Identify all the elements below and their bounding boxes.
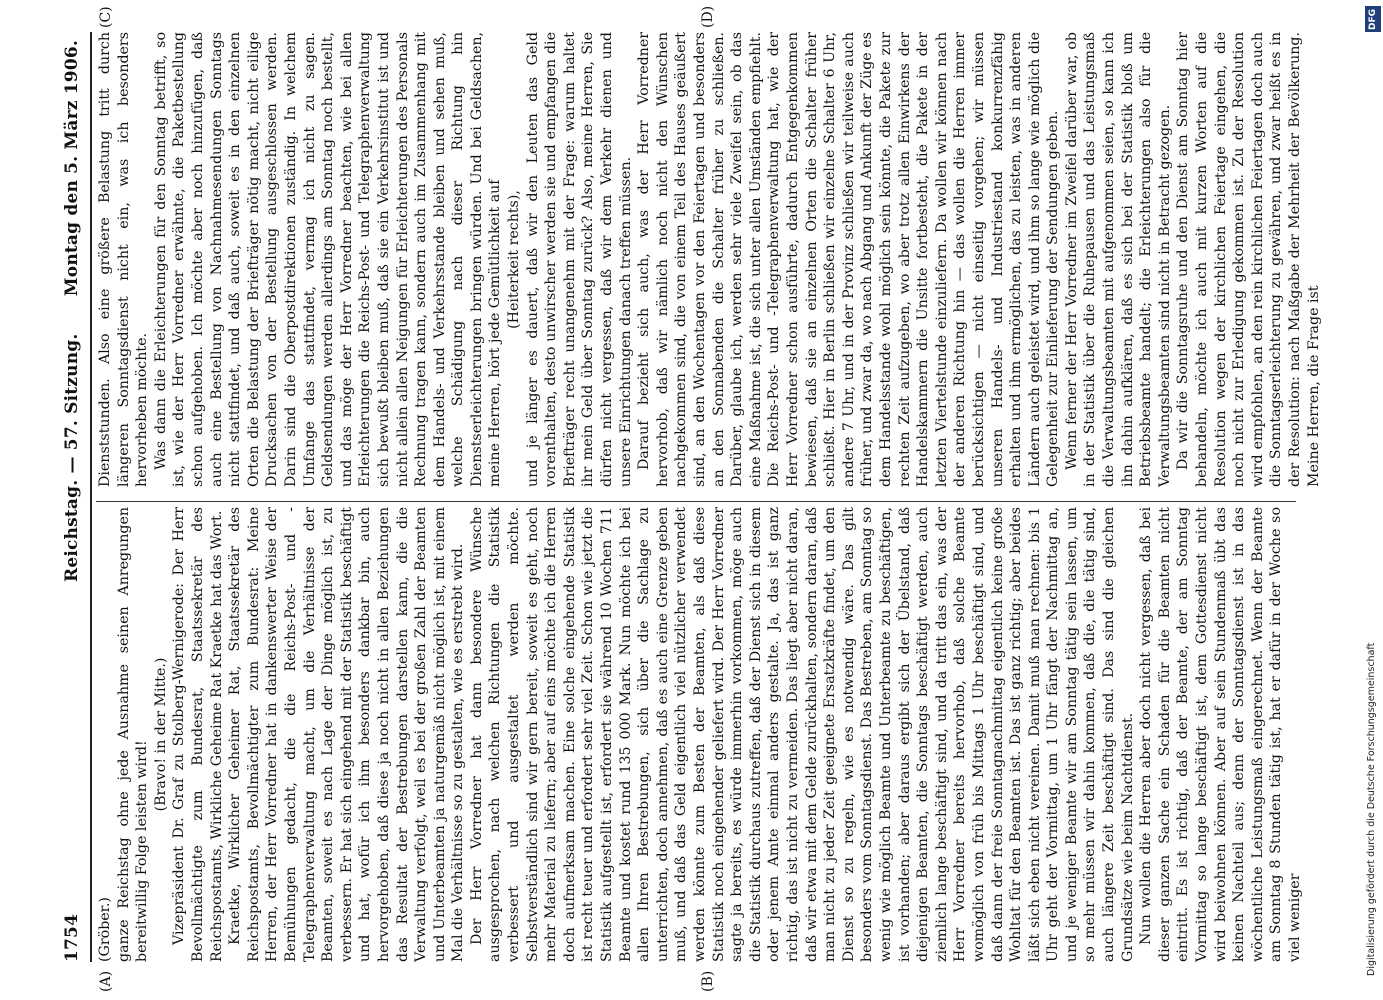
header-rule [90,32,92,962]
speaker-tag: (Gröber.) [97,897,113,962]
paragraph: ganze Reichstag ohne jede Ausnahme seinen Anregungen bereitwillig Folge leisten wird! [115,507,151,962]
paragraph: Vizepräsident Dr. Graf zu Stolberg-Wernigerode: Der Herr Bevollmächtigte zum Bundesrat, Staatssekretär des Reichspostamts, Wirkliche Geheime Rat Kraetke hat das Wort. [171,507,225,962]
paragraph: Kraetke, Wirklicher Geheimer Rat, Staatssekretär des Reichspostamts, Bevollmächtigter zum Bundesrat: Meine Herren, der Herr Vorredner hat in dankenswerter Weise der Bemühungen gedacht, die die Reichs-Post- und -Telegraphenverwaltung macht, um die Verhältnisse der Beamten, soweit es nach Lage der Dinge möglich ist, zu verbessern. Er hat sich eingehend mit der Statistik beschäftigt und hat, wofür ich ihm besonders dankbar bin, auch hervorgehoben, daß diese ja noch nicht in allen Beziehungen das Resultat der Bestrebungen darstellen kann, die die Verwaltung verfolgt, weil es bei der großen Zahl der Beamten und Unterbeamten ja naturgemäß nicht möglich ist, mit einem Mal die Verhältnisse so zu gestalten, wie es erstrebt wird. [227,507,467,962]
paragraph: und je länger es dauert, daß wir den Leuten das Geld vorenthalten, desto unwirscher werden sie und empfangen die Briefträger recht unangenehm mit der Frage: warum haltet ihr mein Geld über Sonntag zurück? Also, meine Herren, Sie dürfen nicht vergessen, daß wir dem Verkehr dienen und unsere Einrichtungen danach treffen müssen. [524,32,634,487]
left-column [96,507,1305,962]
page-number: 1754 [62,913,82,962]
session-date: Montag den 5. März 1906. [62,40,82,297]
paragraph: Was dann die Erleichterungen für den Sonntag betrifft, so ist, wie der Herr Vorredner erwähnte, die Paketbestellung schon aufgehoben. Ich möchte aber noch hinzufügen, daß auch eine Bestellung von Nachnahmesendungen Sonntags nicht stattfindet, und daß auch, soweit es in den einzelnen Orten die Belastung der Briefträger nötig macht, nicht eilige Drucksachen von der Bestellung ausgeschlossen werden. Darin sind die Oberpostdirektionen zuständig. In welchem Umfange das stattfindet, vermag ich nicht zu sagen. Geldsendungen werden allerdings am Sonntag noch bestellt, und das möge der Herr Vorredner beachten, wie bei allen Erleichterungen die Reichs-Post- und Telegraphenverwaltung sich bewußt bleiben muß, daß sie ein Verkehrsinstitut ist und nicht allein allen Neigungen für Erleichterungen des Personals Rechnung tragen kann, sondern auch im Zusammenhang mit dem Handels- und Verkehrsstande bleiben und sehen muß, welche Schädigung nach dieser Richtung hin Dienstserleichterungen bringen würden. Und bei Geldsachen, meine Herren, hört jede Gemütlichkeit auf [152,32,504,487]
digitization-credit: Digitalisierung gefördert durch die Deutsche Forschungsgemeinschaft [1366,642,1377,976]
margin-letter-d: (D) [700,5,716,28]
right-column [96,32,1323,487]
paragraph: Nun wollen die Herren aber doch nicht vergessen, daß bei dieser ganzen Sache ein Schaden für die Beamten nicht eintritt. Es ist richtig, daß der Beamte, der am Sonntag Vormittag so lange beschäftigt ist, dem Gottesdienst nicht wird beiwohnen können. Aber auf sein Stundenmaß übt das keinen Nachteil aus; denn der Sonntagsdienst ist in das wöchentliche Leistungsmaß eingerechnet. Wenn der Beamte am Sonntag 8 Stunden tätig ist, hat er dafür in der Woche so viel weniger [1138,507,1303,962]
interjection: (Heiterkeit rechts), [506,190,523,329]
interjection: (Bravo! in der Mitte.) [152,657,169,812]
margin-letter-a: (A) [98,970,114,992]
margin-letter-c: (C) [98,6,114,28]
page-header [58,32,88,962]
session-title: Reichstag. — 57. Sitzung. [62,333,82,582]
paragraph: Der Herr Vorredner hat dann besondere Wünsche ausgesprochen, nach welchen Richtungen die Statistik verbessert und ausgestaltet werden möchte. Selbstverständlich sind wir gern bereit, soweit es geht, noch mehr Material zu liefern; aber auf eins möchte ich die Herren doch aufmerksam machen. Eine solche eingehende Statistik ist recht teuer und erfordert sehr viel Zeit. Schon wie jetzt die Statistik aufgestellt ist, erfordert sie während 10 Wochen 711 Beamte und kostet rund 135 000 Mark. Nun möchte ich bei allen Ihren Bestrebungen, sich über die Sachlage zu unterrichten, doch annehmen, daß es auch eine Grenze geben muß, und daß das Geld eigentlich viel nützlicher verwendet werden könnte zum Besten der Beamten, als daß diese Statistik noch eingehender geliefert wird. Der Herr Vorredner sagte ja bereits, es würde immerhin vorkommen, möge auch die Statistik durchaus zutreffen, daß der Dienst sich in diesem oder jenem Amte einmal anders gestalte. Ja, das ist ganz richtig, das ist nicht zu vermeiden. Das liegt aber nicht daran, daß wir etwa mit dem Gelde zurückhalten, sondern daran, daß man nicht zu jeder Zeit geeignete Ersatzkräfte findet, um den Dienst so zu regeln, wie es notwendig wäre. Das gilt besonders vom Sonntagsdienst. Das Bestreben, am Sonntag so wenig wie möglich Beamte und Unterbeamte zu beschäftigen, ist vorhanden; aber daraus ergibt sich der Übelstand, daß diejenigen Beamten, die Sonntags beschäftigt werden, auch ziemlich lange beschäftigt sind, und da tritt das ein, was der Herr Vorredner bereits hervorhob, daß solche Beamte womöglich von früh bis Mittags 1 Uhr beschäftigt sind, und daß dann der freie Sonntagnachmittag eigentlich keine große Wohltat für den Beamten ist. Das ist ganz richtig; aber beides läßt sich eben nicht vereinen. Damit muß man rechnen: bis 1 Uhr geht der Vormittag, um 1 Uhr fängt der Nachmittag an, und je weniger Beamte wir am Sonntag tätig sein lassen, um so mehr müssen wir dahin kommen, daß die, die tätig sind, auch längere Zeit beschäftigt sind. Das sind die gleichen Grundsätze wie beim Nachtdienst. [468,507,1136,962]
paragraph: Dienststunden. Also eine größere Belastung tritt durch längeren Sonntagsdienst nicht ein, was ich besonders hervorheben möchte. [97,32,151,487]
dfg-logo: DFG [1365,6,1381,32]
paragraph: Darauf bezieht sich auch, was der Herr Vorredner hervorhob, daß wir nämlich noch nicht den Wünschen nachgekommen sind, die von einem Teil des Hauses geäußert sind, an den Wochentagen vor den Feiertagen und besonders an den Sonnabenden die Schalter früher zu schließen. Darüber, glaube ich, werden sehr viele Zweifel sein, ob das eine Maßnahme ist, die sich unter allen Umständen empfiehlt. Die Reichs-Post- und -Telegraphenverwaltung hat, wie der Herr Vorredner schon ausführte, dadurch Entgegenkommen bewiesen, daß sie an einzelnen Orten die Schalter früher schließt. Hier in Berlin schließen wir einzelne Schalter 6 Uhr, andere 7 Uhr, und in der Provinz schließen wir teilweise auch früher, und zwar da, wo nach Abgang und Ankunft der Züge es dem Handelsstande wohl möglich sein könnte, die Pakete zur rechten Zeit aufzugeben, wo aber trotz allen Einwirkens der Handelskammern die Unsitte fortbesteht, die Pakete in der letzten Viertelstunde einzuliefern. Da wollen wir können nach der anderen Richtung hin — das wollen die Herren immer berücksichtigen — nicht einseitig vorgehen; wir müssen unseren Handels- und Industriestand konkurrenzfähig erhalten und ihm ermöglichen, das zu leisten, was in anderen Ländern auch geleistet wird, und ihm so lange wie möglich die Gelegenheit zur Einlieferung der Sendungen geben. [636,32,1062,487]
margin-letter-b: (B) [700,970,716,992]
column-divider [96,501,1296,502]
paragraph: Da wir die Sonntagsruhe und den Dienst am Sonntag hier behandeln, möchte ich auch mit kurzen Worten auf die Resolution wegen der kirchlichen Feiertage eingehen, die noch nicht zur Erledigung gekommen ist. Zu der Resolution wird empfohlen, an den rein kirchlichen Feiertagen doch auch die Sonntagserleichterung zu gewähren, und zwar heißt es in der Resolution: nach Maßgabe der Mehrheit der Bevölkerung. Meine Herren, die Frage ist [1175,32,1322,487]
paragraph: Wenn ferner der Herr Vorredner im Zweifel darüber war, ob in der Statistik über die Ruhepausen und das Leistungsmaß die Verwaltungsbeamten mit aufgenommen seien, so kann ich ihn dahin aufklären, daß es sich bei der Statistik bloß um Betriebsbeamte handelt; die Erleichterungen also für die Verwaltungsbeamten sind nicht in Betracht gezogen. [1063,32,1173,487]
